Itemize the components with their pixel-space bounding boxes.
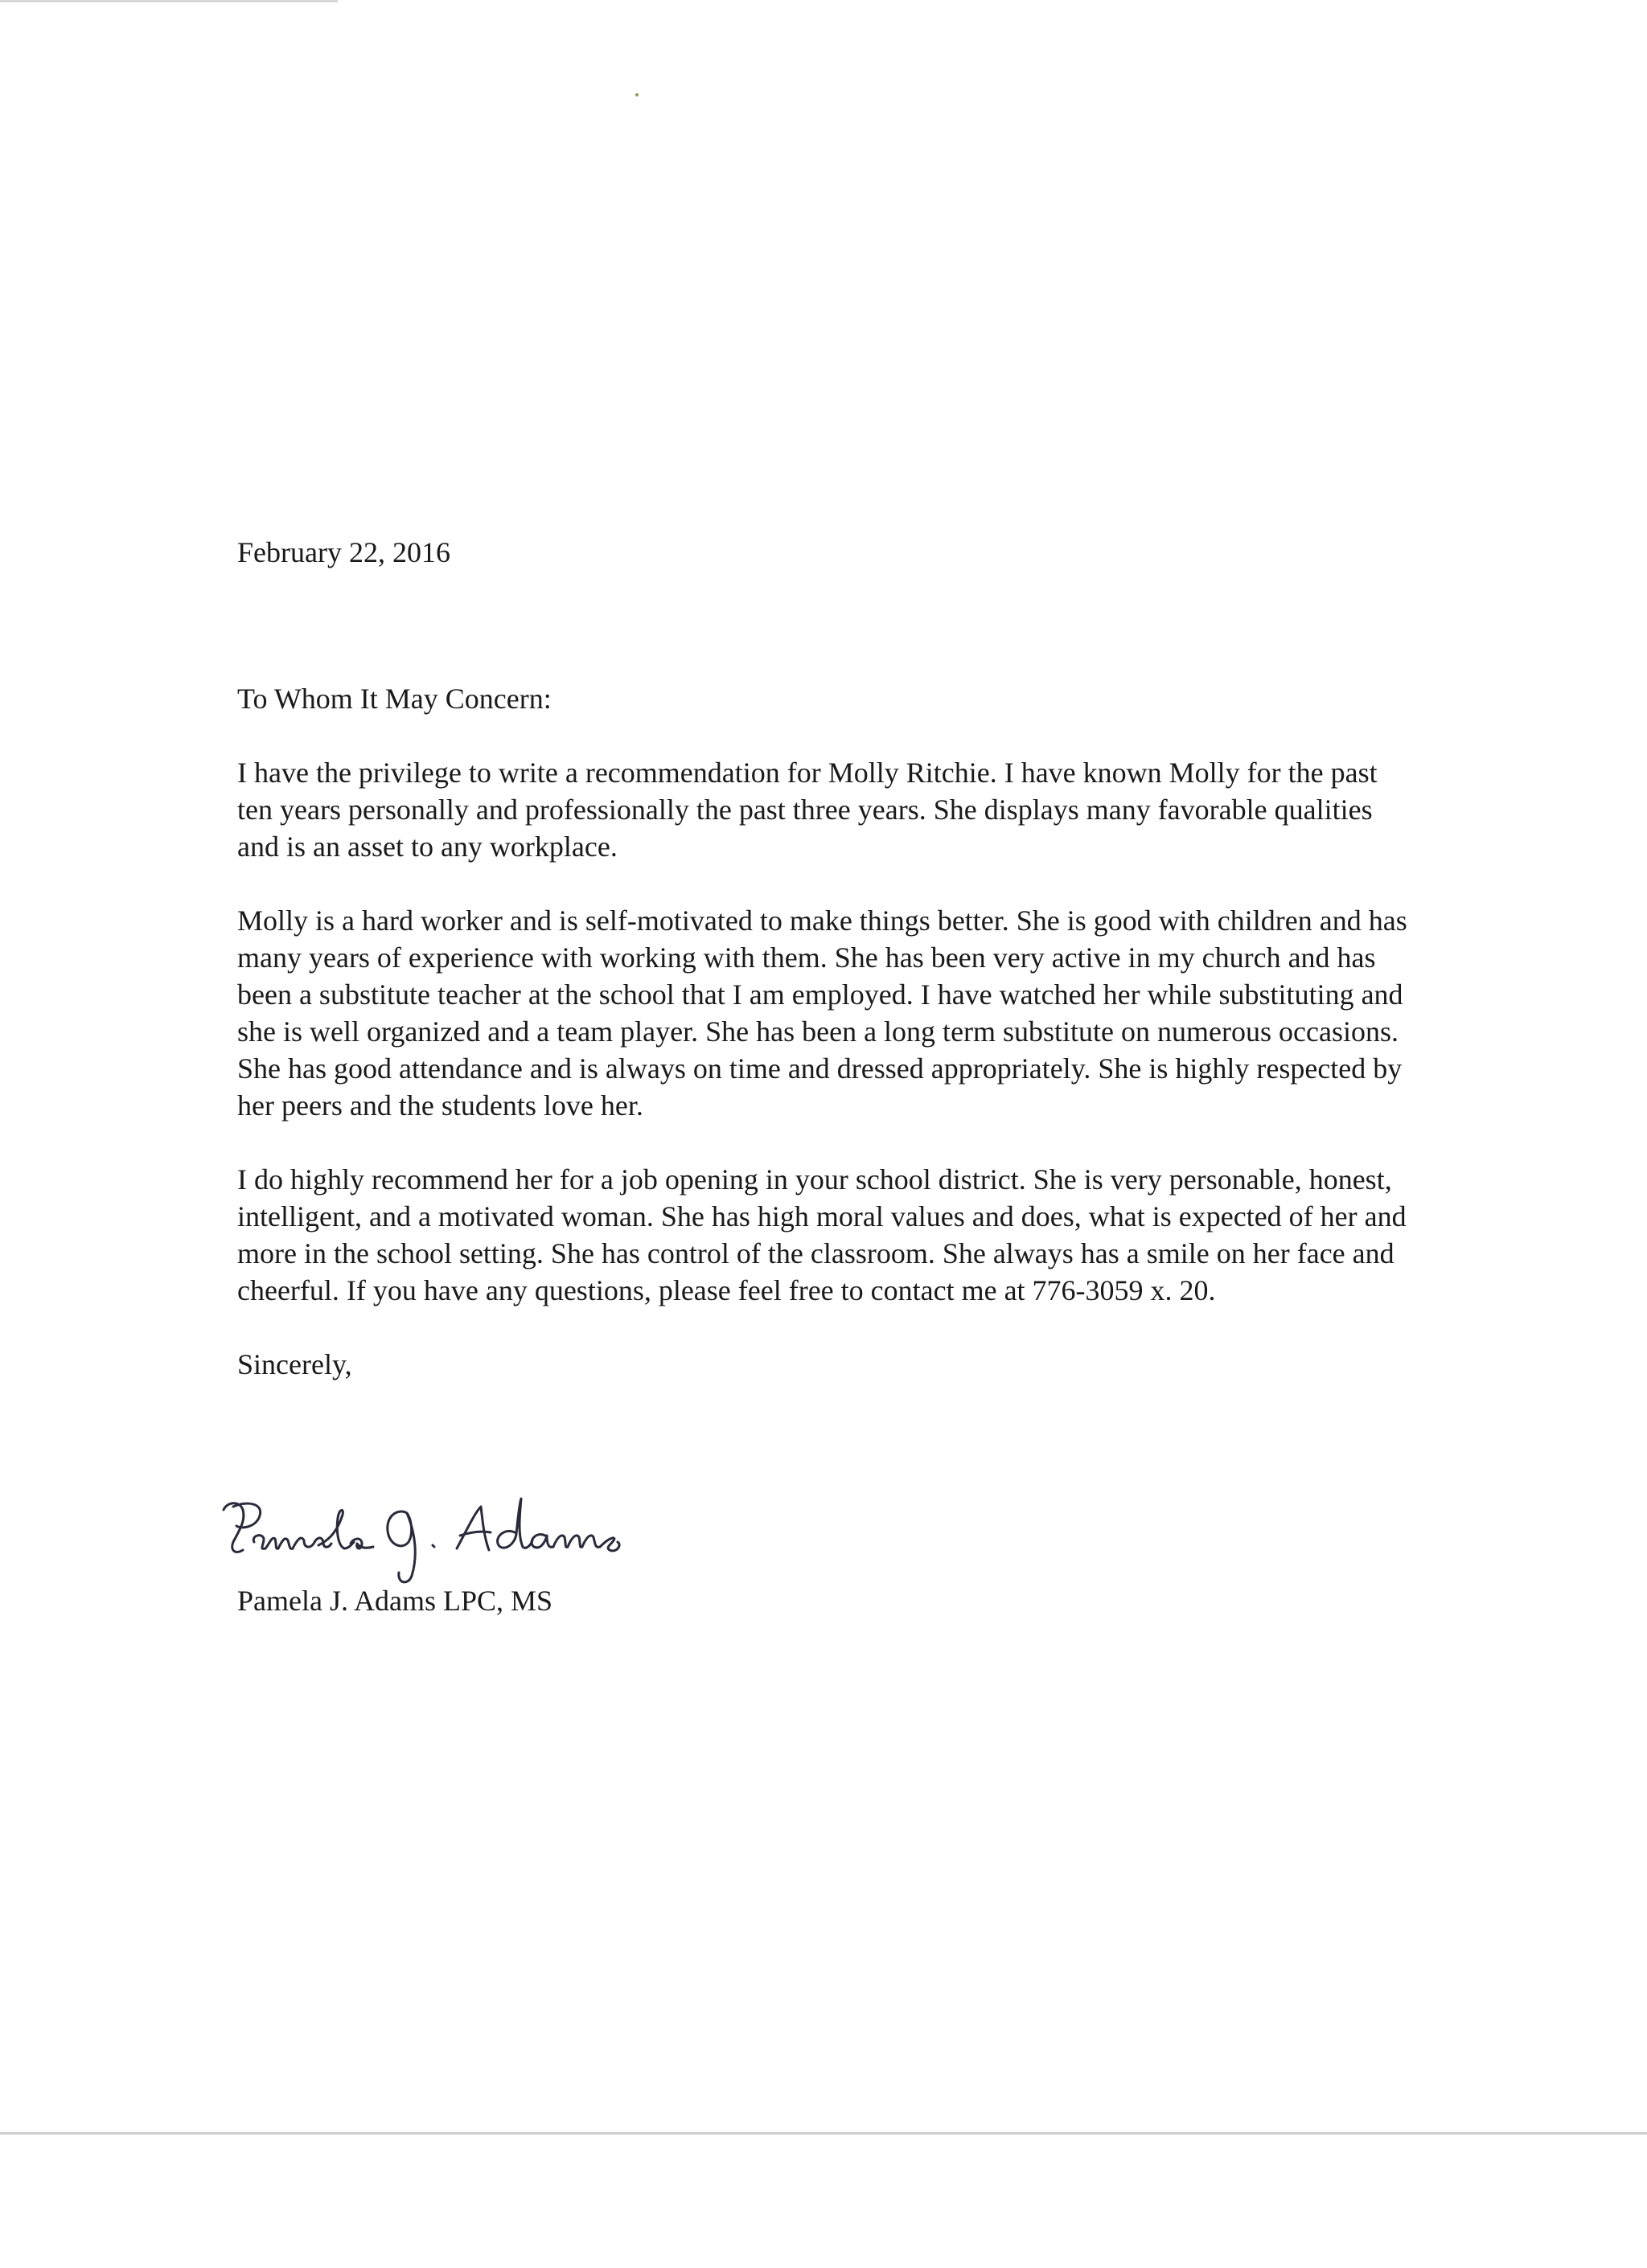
letter-body xyxy=(237,534,1411,1383)
letter-paragraph-3: I do highly recommend her for a job opening in your school district. She is very personable, honest, intelligent, and a motivated woman. She has high moral values and does, what is expected of her and more in the school setting. She has control of the classroom. She always has a smile on her face and cheerful. If you have any questions, please feel free to contact me at 776-3059 x. 20. xyxy=(237,1163,1407,1306)
letter-paragraph-1: I have the privilege to write a recommendation for Molly Ritchie. I have known Molly for the past ten years personally and professionally the past three years. She displays many favorable qualities and is an asset to any workplace. xyxy=(237,757,1378,863)
letter-closing: Sincerely, xyxy=(237,1348,352,1380)
letter-date: February 22, 2016 xyxy=(237,536,450,568)
scan-edge-top xyxy=(0,0,338,2)
letter-salutation: To Whom It May Concern: xyxy=(237,683,552,715)
letter-paragraph-2: Molly is a hard worker and is self-motivated to make things better. She is good with children and has many years of experience with working with them. She has been very active in my church and has been a substitute teacher at the school that I am employed. I have watched her while substituting and she is well organized and a team player. She has been a long term substitute on numerous occasions. She has good attendance and is always on time and dressed appropriately. She is highly respected by her peers and the students love her. xyxy=(237,904,1407,1122)
signer-name: Pamela J. Adams LPC, MS xyxy=(237,1585,553,1617)
scan-edge-bottom xyxy=(0,2132,1647,2135)
handwritten-signature xyxy=(216,1486,682,1590)
scan-speck xyxy=(635,93,639,96)
